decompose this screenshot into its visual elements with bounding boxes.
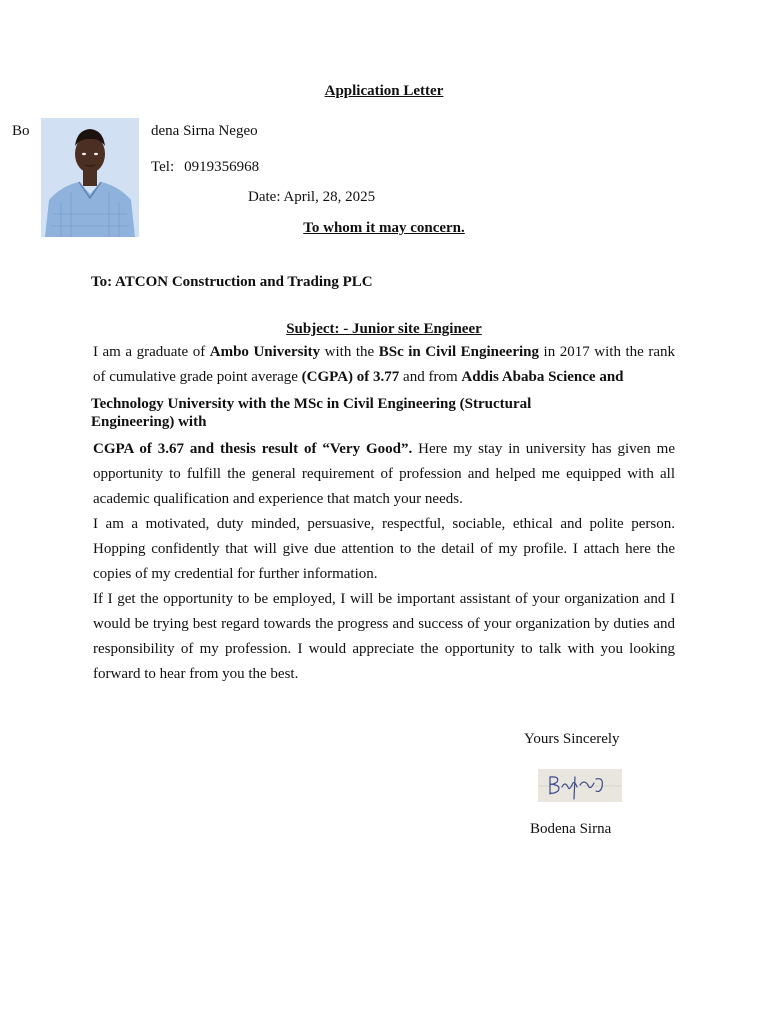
letter-body xyxy=(93,340,675,687)
paragraph-msc: Technology University with the MSc in Civil Engineering (Structural Engineering) with xyxy=(91,396,532,430)
letter-title: Application Letter xyxy=(324,83,444,99)
subject-text: Subject: - Junior site Engineer xyxy=(286,321,482,337)
paragraph-personality: I am a motivated, duty minded, persuasive, respectful, sociable, ethical and polite person. Hopping confidently that will give due attention to the detail of my profile. I attach here the copies of my credential for further information. xyxy=(93,516,675,582)
paragraph-closing: If I get the opportunity to be employed, I will be important assistant of your organization and I would be trying best regard towards the progress and success of your organization by duties and responsibility of my profession. I would appreciate the opportunity to talk with you looking forward to hear from you the best. xyxy=(93,591,675,682)
signer-name: Bodena Sirna xyxy=(530,821,612,837)
applicant-name-rest: dena Sirna Negeo xyxy=(151,123,258,139)
closing-phrase: Yours Sincerely xyxy=(524,731,620,747)
subject-line xyxy=(0,321,768,338)
signature-image xyxy=(538,769,622,802)
salutation: To whom it may concern. xyxy=(303,220,465,236)
recipient: To: ATCON Construction and Trading PLC xyxy=(91,274,373,290)
letter-date: Date: April, 28, 2025 xyxy=(248,189,376,205)
applicant-name-start: Bo xyxy=(12,123,30,139)
bold-run: Addis Ababa Science and xyxy=(461,369,624,385)
text-run: and from xyxy=(399,369,462,385)
tel-number: 0919356968 xyxy=(184,159,260,175)
bold-run: BSc in Civil Engineering xyxy=(378,344,540,360)
bold-run: (CGPA) of 3.77 xyxy=(301,369,400,385)
telephone-line xyxy=(151,159,259,176)
text-run: with the xyxy=(320,344,379,360)
text-run: I am a graduate of xyxy=(93,344,210,360)
bold-run: Ambo University xyxy=(209,344,321,360)
bold-run: CGPA of 3.67 and thesis result of “Very Good”. xyxy=(93,441,413,457)
tel-label: Tel: xyxy=(151,159,175,175)
paragraph-education xyxy=(93,340,675,390)
paragraph-cgpa xyxy=(93,437,675,512)
text-run: Here my stay in university has given me opportunity to fulfill the general requirement of profession and helped me equipped with all academic qualification and experience that match your needs. xyxy=(93,441,676,507)
text-run: in 2017 with the rank of cumulative grade point average xyxy=(93,344,675,385)
